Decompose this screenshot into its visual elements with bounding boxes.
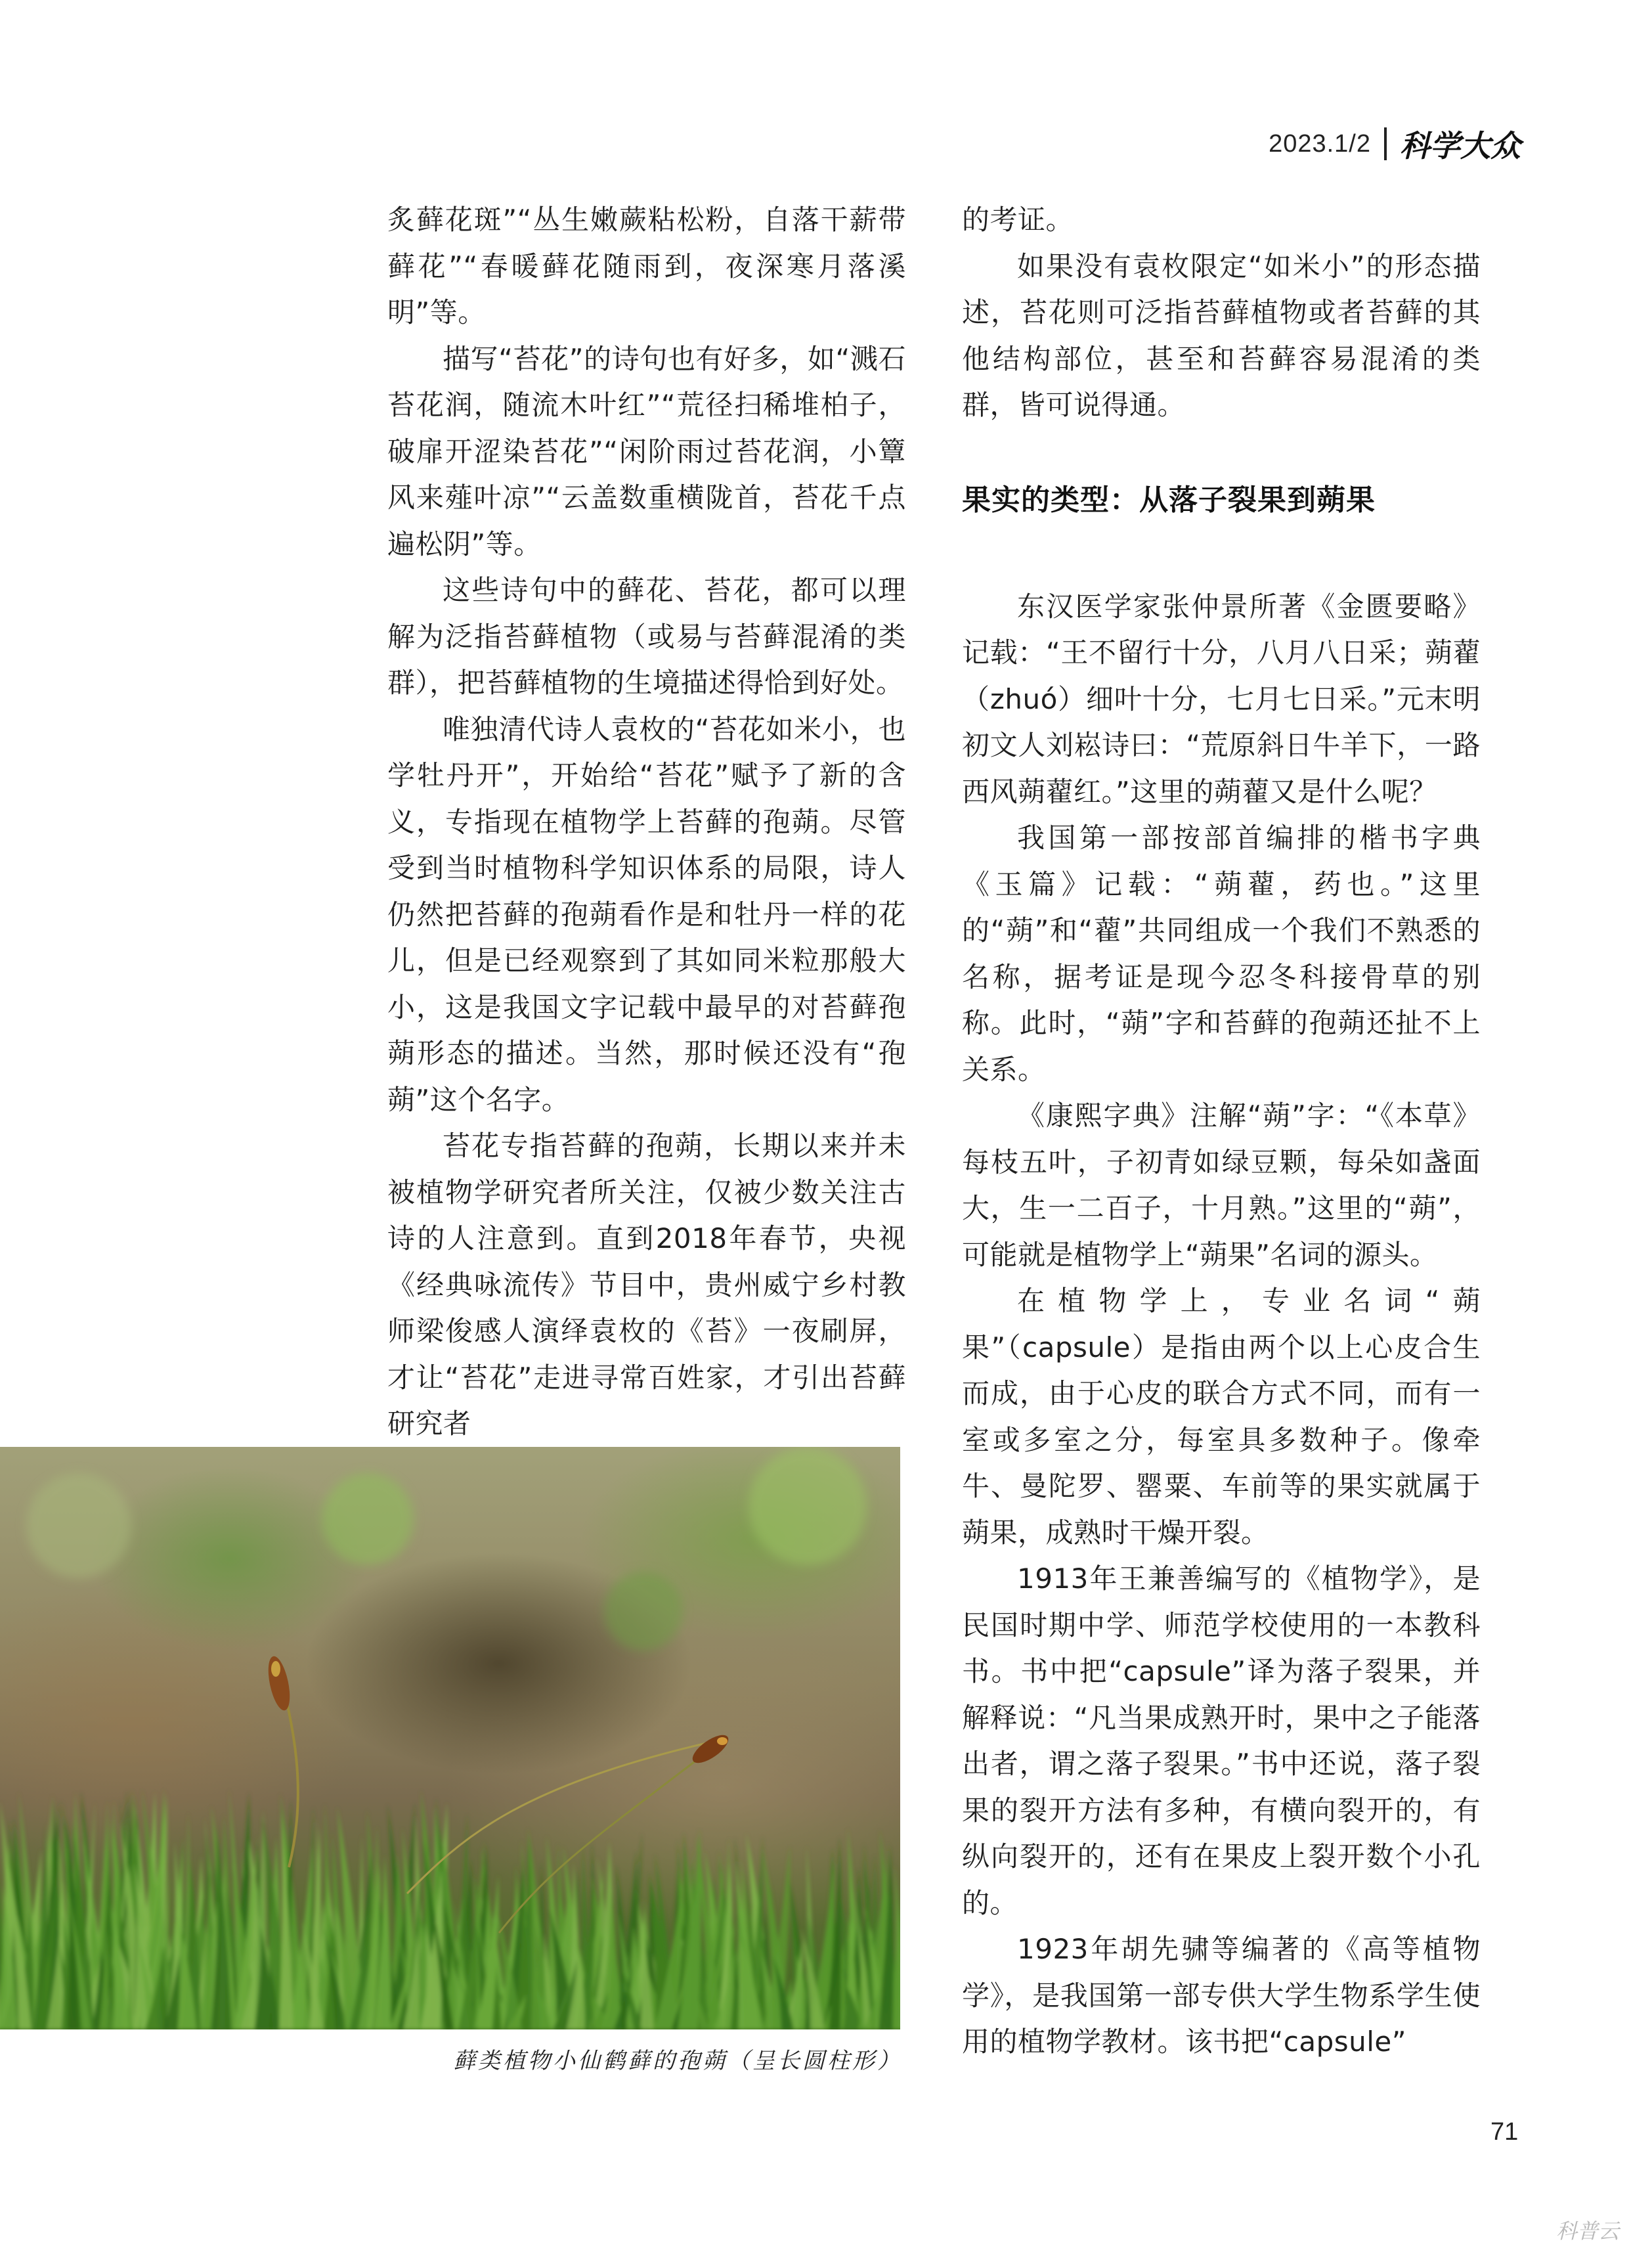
paragraph: 的考证。 (962, 204, 1074, 236)
paragraph: 在植物学上，专业名词“蒴果”（capsule）是指由两个以上心皮合生而成，由于心皮的联合方式不同，而有一室或多室之分，每室具多数种子。像牵牛、曼陀罗、罂粟、车前等的果实就属于蒴果，成熟时干燥开裂。 (962, 1285, 1481, 1549)
spore-capsules (265, 1654, 733, 1768)
paragraph: 东汉医学家张仲景所著《金匮要略》记载：“王不留行十分，八月八日采；蒴藋（zhuó）细叶十分，七月七日采。”元末明初文人刘崧诗曰：“荒原斜日牛羊下，一路西风蒴藋红。”这里的蒴藋又是什么呢？ (962, 590, 1481, 808)
issue-date: 2023.1/2 (1269, 129, 1371, 158)
paragraph: 《康熙字典》注解“蒴”字：“《本草》每枝五叶，子初青如绿豆颗，每朵如盏面大，生一二百子，十月熟。”这里的“蒴”，可能就是植物学上“蒴果”名词的源头。 (962, 1099, 1481, 1271)
right-column (962, 197, 1481, 2066)
watermark: 科普云 (1556, 2219, 1620, 2244)
paragraph: 1923年胡先骕等编著的《高等植物学》，是我国第一部专供大学生物系学生使用的植物学教材。该书把“capsule” (962, 1933, 1481, 2058)
paragraph: 这些诗句中的藓花、苔花，都可以理解为泛指苔藓植物（或易与苔藓混淆的类群），把苔藓植物的生境描述得恰到好处。 (387, 574, 906, 699)
photo-caption: 藓类植物小仙鹤藓的孢蒴（呈长圆柱形） (453, 2048, 902, 2074)
paragraph: 1913年王兼善编写的《植物学》，是民国时期中学、师范学校使用的一本教科书。书中把“capsule”译为落子裂果，并解释说：“凡当果成熟开时，果中之子能落出者，谓之落子裂果。”书中还说，落子裂果的裂开方法有多种，有横向裂开的，有纵向裂开的，还有在果皮上裂开数个小孔的。 (962, 1562, 1481, 1919)
moss-tufts (0, 1788, 900, 2029)
moss-photo (0, 1447, 900, 2029)
paragraph: 苔花专指苔藓的孢蒴，长期以来并未被植物学研究者所关注，仅被少数关注古诗的人注意到。直到2018年春节，央视《经典咏流传》节目中，贵州威宁乡村教师梁俊感人演绎袁枚的《苔》一夜刷屏，才让“苔花”走进寻常百姓家，才引出苔藓研究者 (387, 1130, 906, 1440)
magazine-logo: 科学大众 (1400, 128, 1521, 164)
header-divider (1384, 127, 1387, 160)
page-number: 71 (1490, 2118, 1519, 2146)
section-heading: 果实的类型：从落子裂果到蒴果 (962, 483, 1376, 517)
left-column (387, 197, 906, 1448)
moss-illustration (0, 1447, 900, 2029)
paragraph: 描写“苔花”的诗句也有好多，如“溅石苔花润，随流木叶红”“荒径扫稀堆柏子，破扉开涩染苔花”“闲阶雨过苔花润，小簟风来薤叶凉”“云盖数重横陇首，苔花千点遍松阴”等。 (387, 342, 906, 560)
paragraph: 我国第一部按部首编排的楷书字典《玉篇》记载：“蒴藋，药也。”这里的“蒴”和“藋”共同组成一个我们不熟悉的名称，据考证是现今忍冬科接骨草的别称。此时，“蒴”字和苔藓的孢蒴还扯不上关系。 (962, 822, 1481, 1086)
page-header (1269, 122, 1521, 166)
paragraph: 唯独清代诗人袁枚的“苔花如米小，也学牡丹开”，开始给“苔花”赋予了新的含义，专指现在植物学上苔藓的孢蒴。尽管受到当时植物科学知识体系的局限，诗人仍然把苔藓的孢蒴看作是和牡丹一样的花儿，但是已经观察到了其如同米粒那般大小，这是我国文字记载中最早的对苔藓孢蒴形态的描述。当然，那时候还没有“孢蒴”这个名字。 (387, 713, 906, 1116)
paragraph: 炙藓花斑”“丛生嫩蕨粘松粉，自落干薪带藓花”“春暖藓花随雨到，夜深寒月落溪明”等。 (387, 204, 906, 328)
paragraph: 如果没有袁枚限定“如米小”的形态描述，苔花则可泛指苔藓植物或者苔藓的其他结构部位，甚至和苔藓容易混淆的类群，皆可说得通。 (962, 250, 1481, 421)
